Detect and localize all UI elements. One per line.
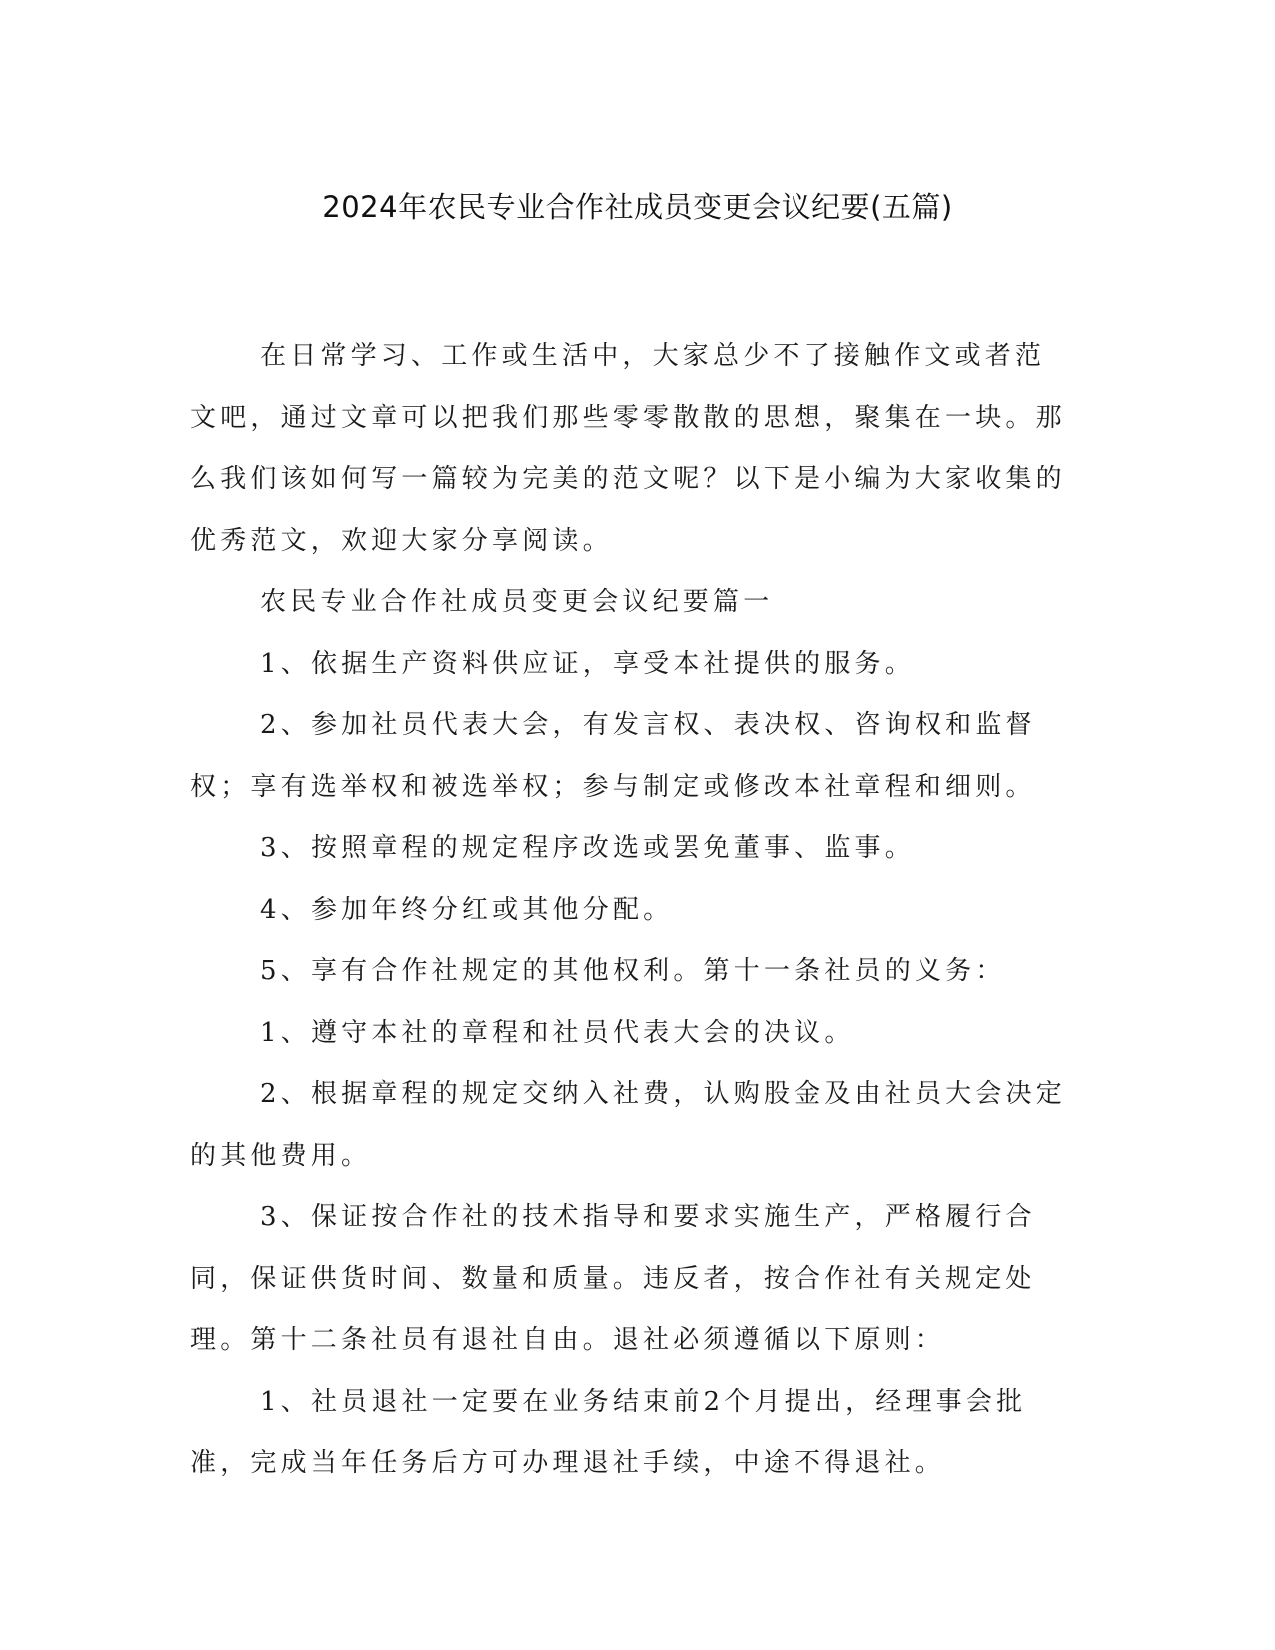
section-heading: 农民专业合作社成员变更会议纪要篇一 [260,587,774,617]
body-paragraph: 2、参加社员代表大会，有发言权、表决权、咨询权和监督权；享有选举权和被选举权；参与制定或修改本社章程和细则。 [190,710,1036,802]
document-body [190,326,1075,1495]
intro-paragraph: 在日常学习、工作或生活中，大家总少不了接触作文或者范文吧，通过文章可以把我们那些零零散散的思想，聚集在一块。那么我们该如何写一篇较为完美的范文呢？以下是小编为大家收集的优秀范文，欢迎大家分享阅读。 [190,341,1066,556]
body-paragraph: 3、保证按合作社的技术指导和要求实施生产，严格履行合同，保证供货时间、数量和质量。违反者，按合作社有关规定处理。第十二条社员有退社自由。退社必须遵循以下原则： [190,1202,1036,1355]
body-paragraph: 4、参加年终分红或其他分配。 [260,894,674,925]
body-paragraph: 1、遵守本社的章程和社员代表大会的决议。 [260,1017,855,1048]
body-paragraph: 1、依据生产资料供应证，享受本社提供的服务。 [260,648,915,679]
document-title: 2024年农民专业合作社成员变更会议纪要(五篇) [322,190,953,224]
body-paragraph: 2、根据章程的规定交纳入社费，认购股金及由社员大会决定的其他费用。 [190,1079,1066,1171]
body-paragraph: 1、社员退社一定要在业务结束前2个月提出，经理事会批准，完成当年任务后方可办理退社手续，中途不得退社。 [190,1386,1027,1478]
body-paragraph: 5、享有合作社规定的其他权利。第十一条社员的义务： [260,956,1006,986]
body-paragraph: 3、按照章程的规定程序改选或罢免董事、监事。 [260,833,915,863]
